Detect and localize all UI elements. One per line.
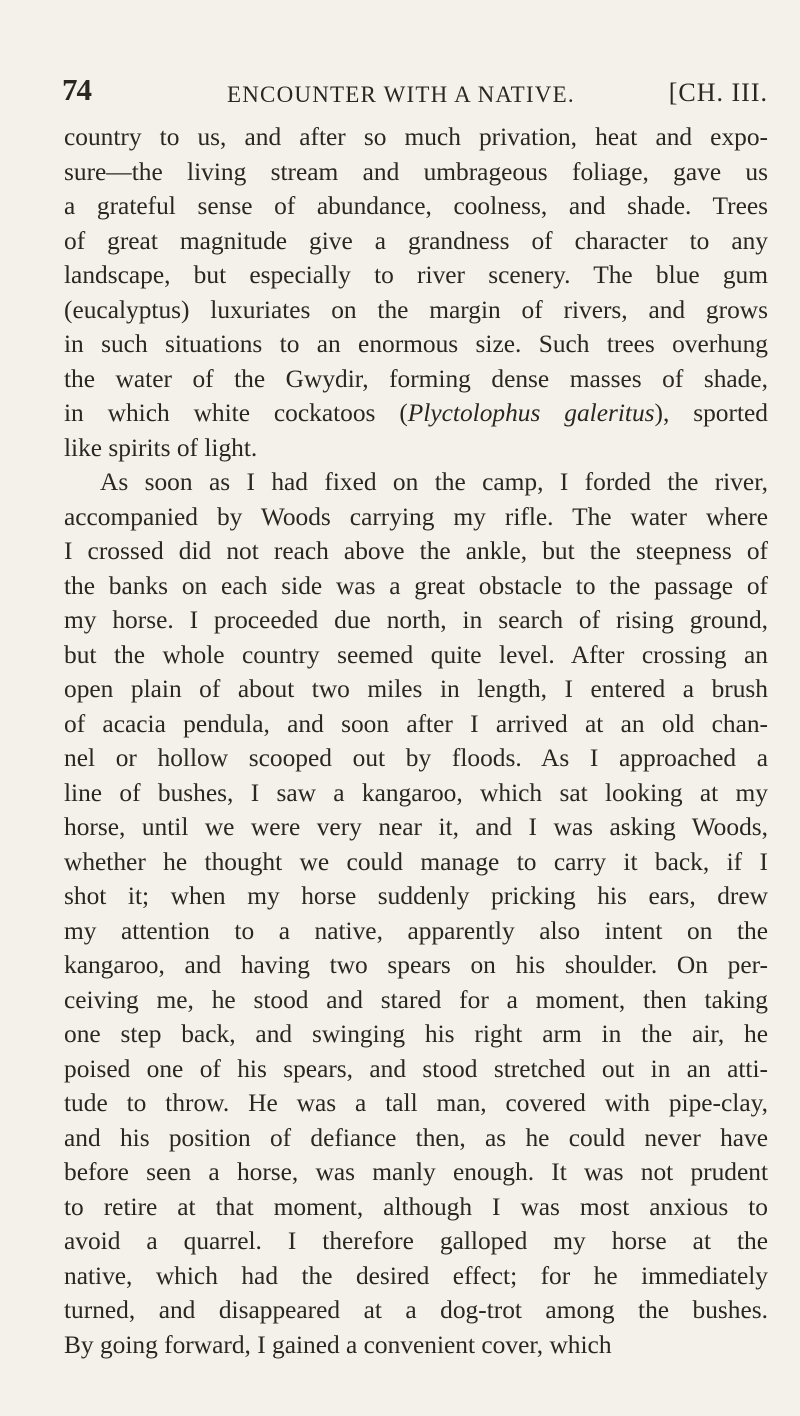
body-text [64, 120, 768, 1362]
text-line: sure—the living stream and umbrageous foliage, gave us [64, 157, 768, 186]
text-line: one step back, and swinging his right arm in the air, he [64, 1020, 768, 1048]
text-line: my horse. I proceeded due north, in search of rising ground, [64, 606, 768, 634]
text-segment: in which white cockatoos ( [64, 399, 408, 427]
text-line: ceiving me, he stood and stared for a moment, then taking [64, 985, 768, 1014]
text-line: in such situations to an enormous size. Such trees overhung [64, 330, 768, 358]
text-line: By going forward, I gained a convenient cover, which [64, 1330, 612, 1359]
page-number: 74 [62, 72, 91, 107]
text-line-cockatoo [64, 396, 768, 431]
text-line: like spirits of light. [64, 433, 258, 462]
text-line: (eucalyptus) luxuriates on the margin of rivers, and grows [64, 295, 768, 324]
text-line: shot it; when my horse suddenly pricking his ears, drew [64, 882, 768, 910]
text-line: horse, until we were very near it, and I was asking Woods, [64, 813, 768, 841]
text-line: a grateful sense of abundance, coolness, and shade. Trees [64, 192, 768, 220]
text-line: turned, and disappeared at a dog-trot among the bushes. [64, 1296, 768, 1324]
text-line: to retire at that moment, although I was most anxious to [64, 1192, 768, 1221]
text-line: poised one of his spears, and stood stretched out in an atti- [64, 1054, 768, 1083]
text-line: and his position of defiance then, as he could never have [64, 1123, 768, 1152]
text-line: of great magnitude give a grandness of character to any [64, 226, 768, 255]
text-line: the water of the Gwydir, forming dense masses of shade, [64, 364, 768, 393]
running-head [62, 72, 768, 112]
text-line: of acacia pendula, and soon after I arrived at an old chan- [64, 709, 768, 738]
text-line: open plain of about two miles in length, I entered a brush [64, 675, 768, 703]
text-line: landscape, but especially to river scenery. The blue gum [64, 261, 768, 289]
text-line: nel or hollow scooped out by floods. As I approached a [64, 744, 768, 772]
text-line: tude to throw. He was a tall man, covered with pipe-clay, [64, 1089, 768, 1117]
text-line: line of bushes, I saw a kangaroo, which sat looking at my [64, 778, 768, 807]
text-line: whether he thought we could manage to carry it back, if I [64, 847, 768, 876]
chapter-reference: [CH. III. [668, 78, 768, 107]
text-segment: ), sported [654, 399, 768, 427]
text-line: native, which had the desired effect; for he immediately [64, 1261, 768, 1290]
text-line: avoid a quarrel. I therefore galloped my horse at the [64, 1227, 768, 1255]
text-line: country to us, and after so much privation, heat and expo- [64, 123, 768, 151]
paragraph-start-line: As soon as I had fixed on the camp, I forded the river, [100, 468, 768, 496]
text-line: the banks on each side was a great obstacle to the passage of [64, 571, 768, 600]
text-line: my attention to a native, apparently also intent on the [64, 916, 768, 945]
latin-species-name: Plyctolophus galeritus [407, 399, 655, 427]
text-line: but the whole country seemed quite level. After crossing an [64, 640, 768, 669]
running-title: ENCOUNTER WITH A NATIVE. [227, 82, 575, 107]
text-line: before seen a horse, was manly enough. It was not prudent [64, 1158, 768, 1186]
text-line: I crossed did not reach above the ankle, but the steepness of [64, 537, 768, 565]
text-line: kangaroo, and having two spears on his shoulder. On per- [64, 951, 768, 979]
text-line: accompanied by Woods carrying my rifle. The water where [64, 502, 768, 531]
